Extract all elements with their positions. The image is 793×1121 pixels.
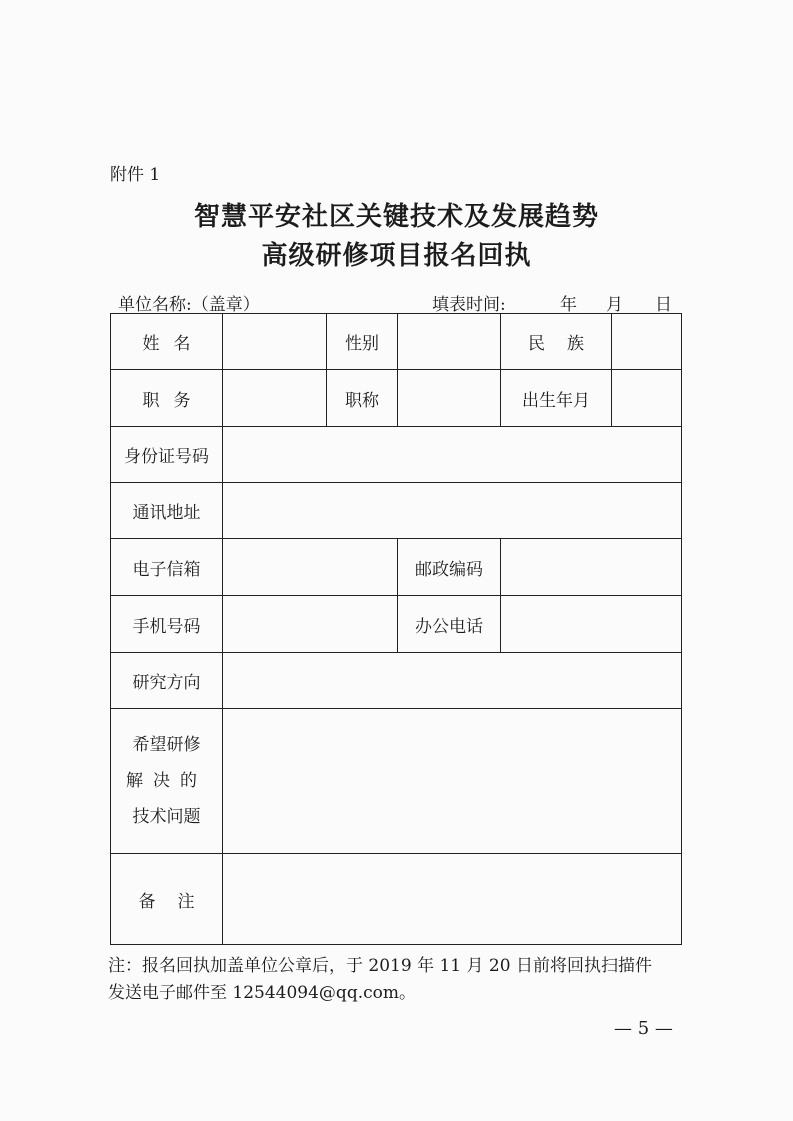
position-label: 职务 <box>111 370 223 427</box>
gender-field[interactable] <box>398 314 501 370</box>
month-label: 月 <box>606 295 623 315</box>
remarks-field[interactable] <box>223 854 682 945</box>
email-field[interactable] <box>223 539 398 596</box>
page-number: — 5 — <box>614 1018 673 1039</box>
id-number-label: 身份证号码 <box>111 427 223 483</box>
name-label: 姓名 <box>111 314 223 370</box>
research-direction-label: 研究方向 <box>111 653 223 709</box>
address-field[interactable] <box>223 483 682 539</box>
goal-label-line3: 技术问题 <box>132 807 201 827</box>
year-label: 年 <box>560 295 577 315</box>
postcode-field[interactable] <box>501 539 682 596</box>
table-row <box>111 709 682 854</box>
mobile-label: 手机号码 <box>111 596 223 653</box>
goal-field[interactable] <box>223 709 682 854</box>
name-field[interactable] <box>223 314 327 370</box>
table-row <box>111 653 682 709</box>
office-phone-field[interactable] <box>501 596 682 653</box>
registration-form-table <box>110 313 682 945</box>
table-row <box>111 854 682 945</box>
goal-label-line2: 解决的 <box>126 771 207 791</box>
ethnicity-field[interactable] <box>612 314 682 370</box>
document-title-line2: 高级研修项目报名回执 <box>261 241 532 271</box>
table-row <box>111 427 682 483</box>
mobile-field[interactable] <box>223 596 398 653</box>
fill-time-label: 填表时间: <box>432 295 506 315</box>
position-field[interactable] <box>223 370 327 427</box>
table-row <box>111 539 682 596</box>
table-row <box>111 596 682 653</box>
unit-name-label: 单位名称:（盖章） <box>118 295 260 315</box>
research-direction-field[interactable] <box>223 653 682 709</box>
office-phone-label: 办公电话 <box>398 596 501 653</box>
postcode-label: 邮政编码 <box>398 539 501 596</box>
title-label: 职称 <box>327 370 398 427</box>
document-title-line1: 智慧平安社区关键技术及发展趋势 <box>193 202 599 232</box>
email-label: 电子信箱 <box>111 539 223 596</box>
birth-field[interactable] <box>612 370 682 427</box>
footer-note-line2: 发送电子邮件至 12544094@qq.com。 <box>108 983 416 1003</box>
table-row <box>111 483 682 539</box>
remarks-label: 备注 <box>111 854 223 945</box>
goal-label-line1: 希望研修 <box>132 735 201 755</box>
day-label: 日 <box>655 295 672 315</box>
table-row <box>111 314 682 370</box>
gender-label: 性别 <box>327 314 398 370</box>
attachment-label: 附件 1 <box>110 165 161 185</box>
address-label: 通讯地址 <box>111 483 223 539</box>
footer-note-line1: 注：报名回执加盖单位公章后，于 2019 年 11 月 20 日前将回执扫描件 <box>108 956 652 976</box>
id-number-field[interactable] <box>223 427 682 483</box>
footer-note <box>108 953 708 1007</box>
title-field[interactable] <box>398 370 501 427</box>
ethnicity-label: 民族 <box>501 314 612 370</box>
birth-label: 出生年月 <box>501 370 612 427</box>
goal-label <box>111 709 223 854</box>
table-row <box>111 370 682 427</box>
